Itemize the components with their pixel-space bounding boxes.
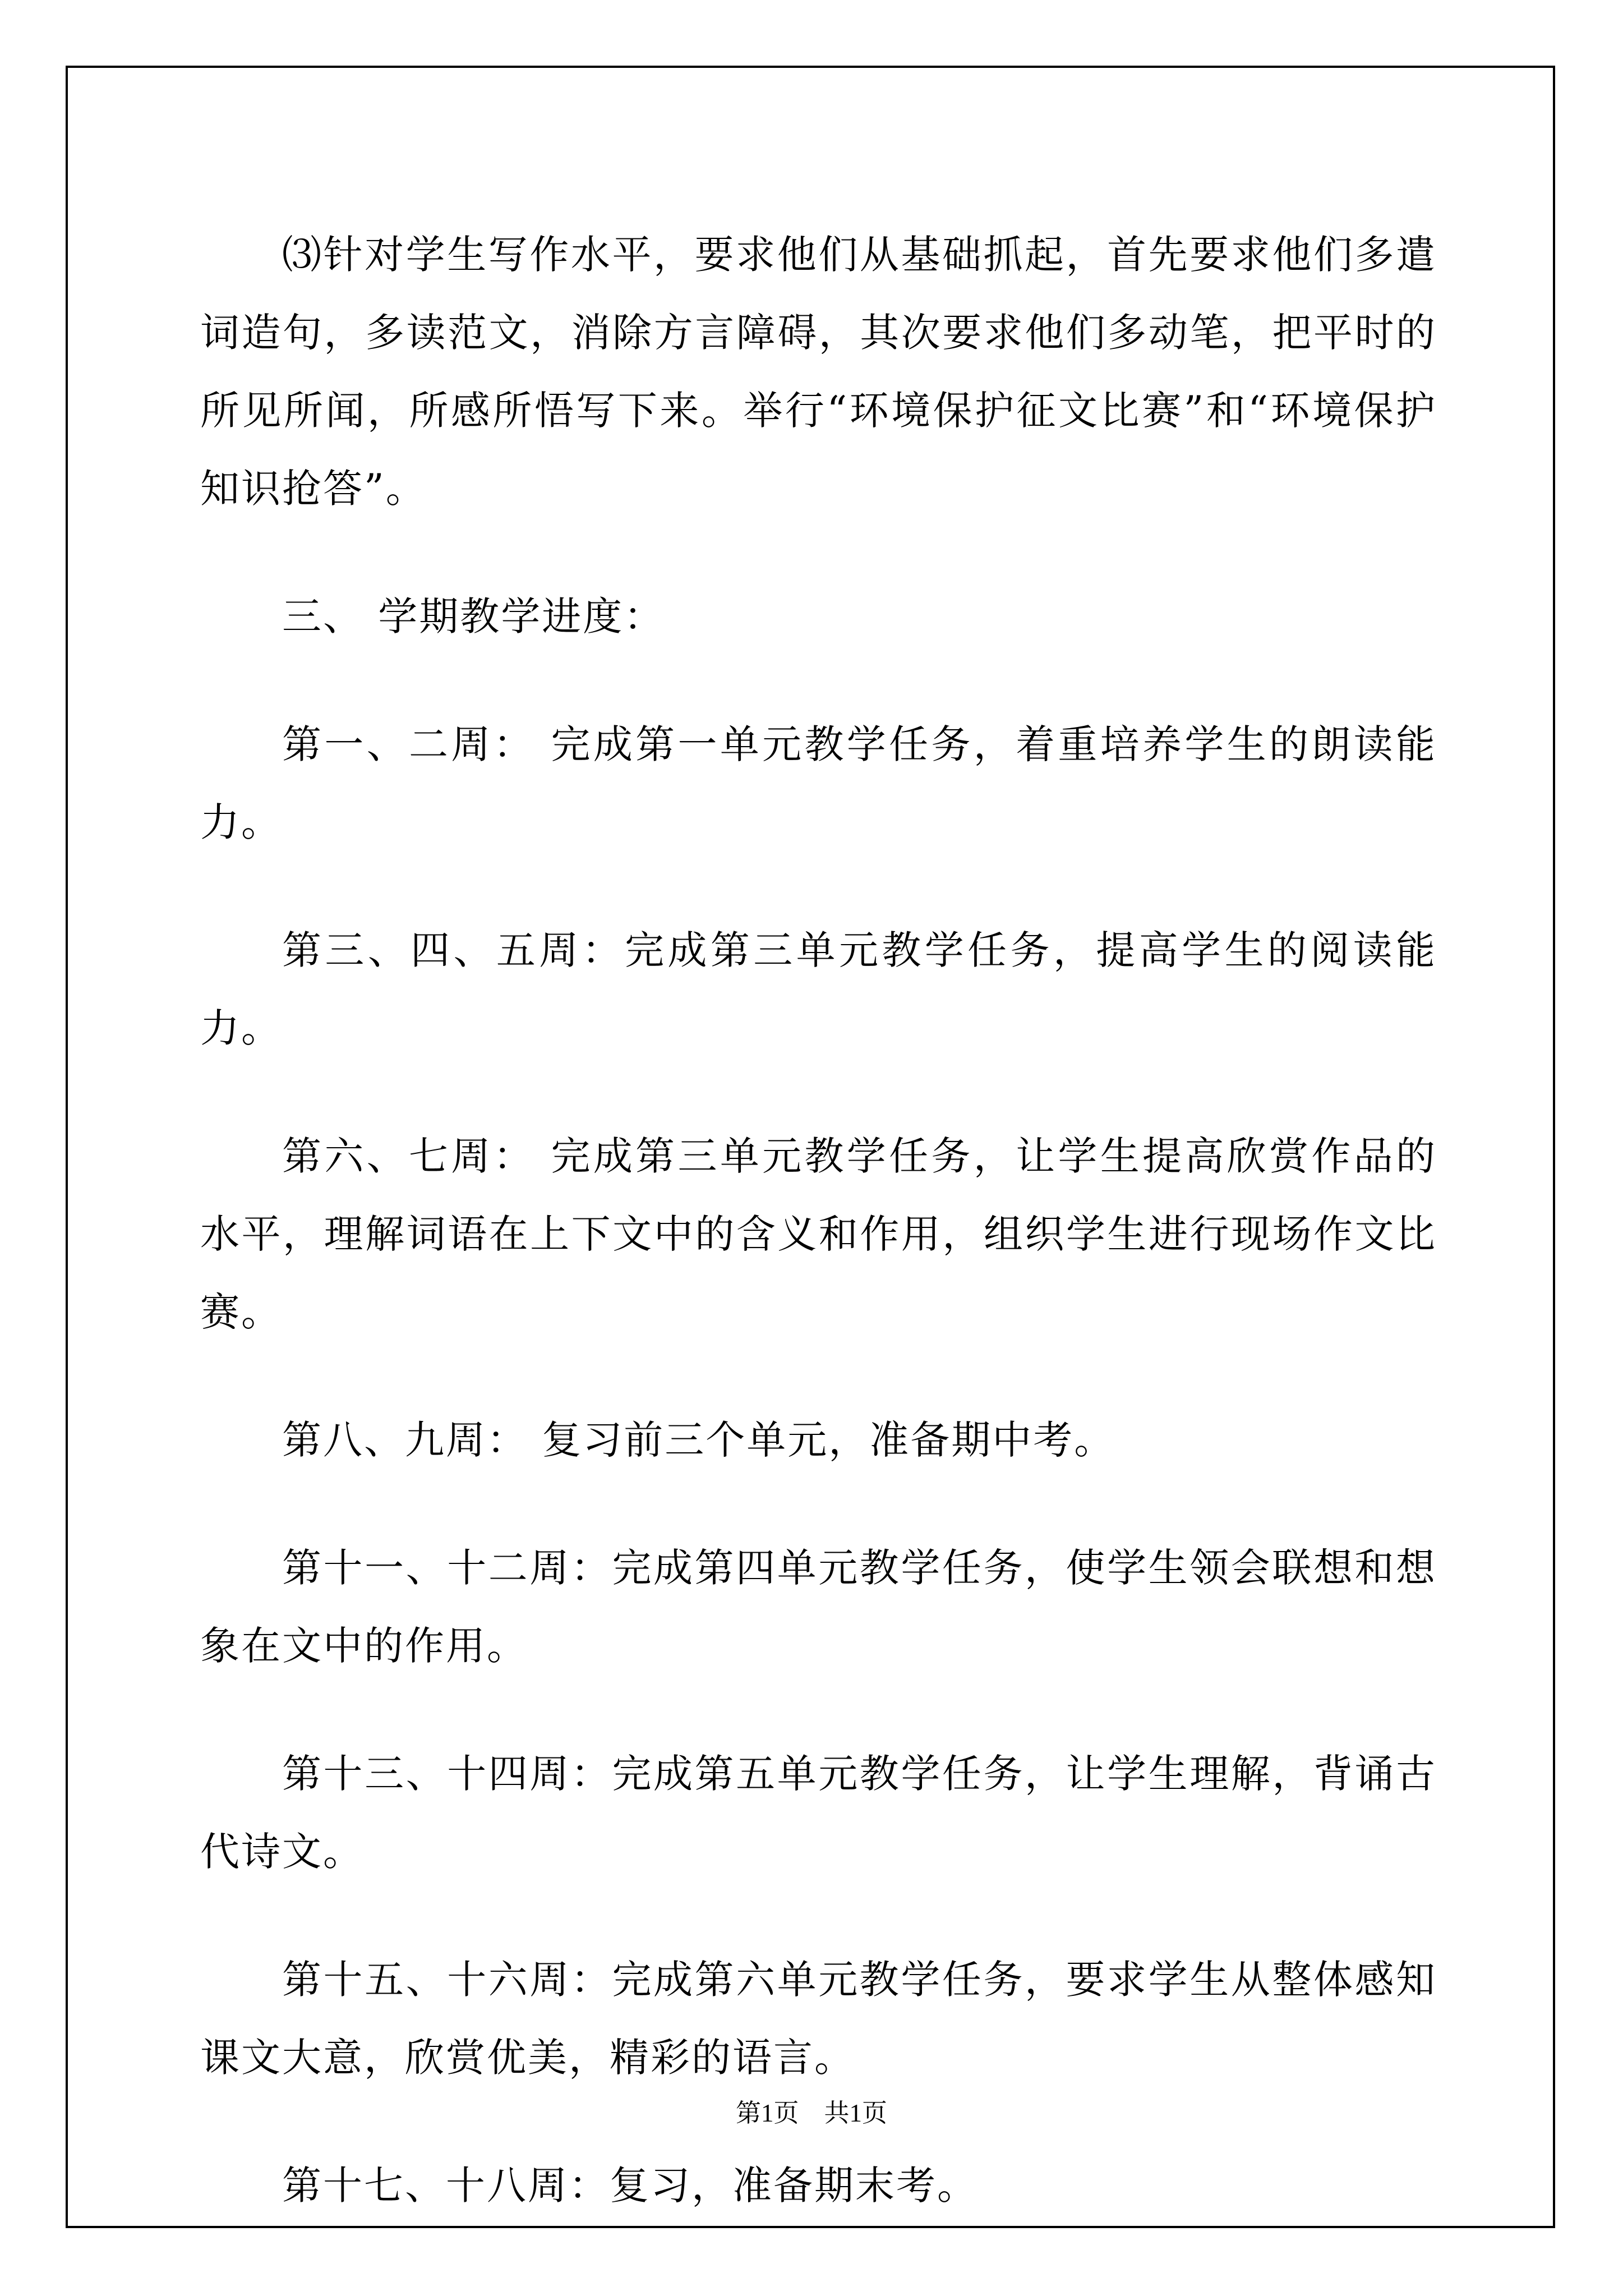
paragraph-writing-level: ⑶针对学生写作水平，要求他们从基础抓起，首先要求他们多遣词造句，多读范文，消除方言障碍，其次要求他们多动笔，把平时的所见所闻，所感所悟写下来。举行“环境保护征文比赛”和“环境保护知识抢答”。 [200, 232, 1437, 512]
paragraph-week-17-18: 第十七、十八周：复习，准备期末考。 [282, 2162, 978, 2208]
paragraph-week-6-7: 第六、七周： 完成第三单元教学任务，让学生提高欣赏作品的水平，理解词语在上下文中的含义和作用，组织学生进行现场作文比赛。 [200, 1133, 1437, 1335]
page-number-footer: 第1页 共1页 [735, 2099, 887, 2127]
paragraph-week-13-14: 第十三、十四周：完成第五单元教学任务，让学生理解，背诵古代诗文。 [200, 1751, 1437, 1875]
paragraph-week-1-2: 第一、二周： 完成第一单元教学任务，着重培养学生的朗读能力。 [200, 721, 1437, 845]
paragraph-gap [200, 1068, 1437, 1117]
paragraph-gap [200, 1685, 1437, 1735]
paragraph-gap [200, 1351, 1437, 1401]
document-body [200, 216, 1437, 2225]
paragraph-week-15-16: 第十五、十六周：完成第六单元教学任务，要求学生从整体感知课文大意，欣赏优美，精彩的语言。 [200, 1957, 1437, 2081]
paragraph-gap [200, 1479, 1437, 1529]
paragraph-gap [200, 862, 1437, 912]
paragraph-gap [200, 528, 1437, 578]
paragraph-gap [200, 656, 1437, 706]
section-heading-schedule: 三、 学期教学进度： [282, 593, 665, 639]
paragraph-week-3-5: 第三、四、五周：完成第三单元教学任务，提高学生的阅读能力。 [200, 927, 1437, 1051]
paragraph-week-8-9: 第八、九周： 复习前三个单元，准备期中考。 [282, 1417, 1115, 1463]
paragraph-week-11-12: 第十一、十二周：完成第四单元教学任务，使学生领会联想和想象在文中的作用。 [200, 1545, 1437, 1669]
paragraph-gap [200, 1891, 1437, 1941]
